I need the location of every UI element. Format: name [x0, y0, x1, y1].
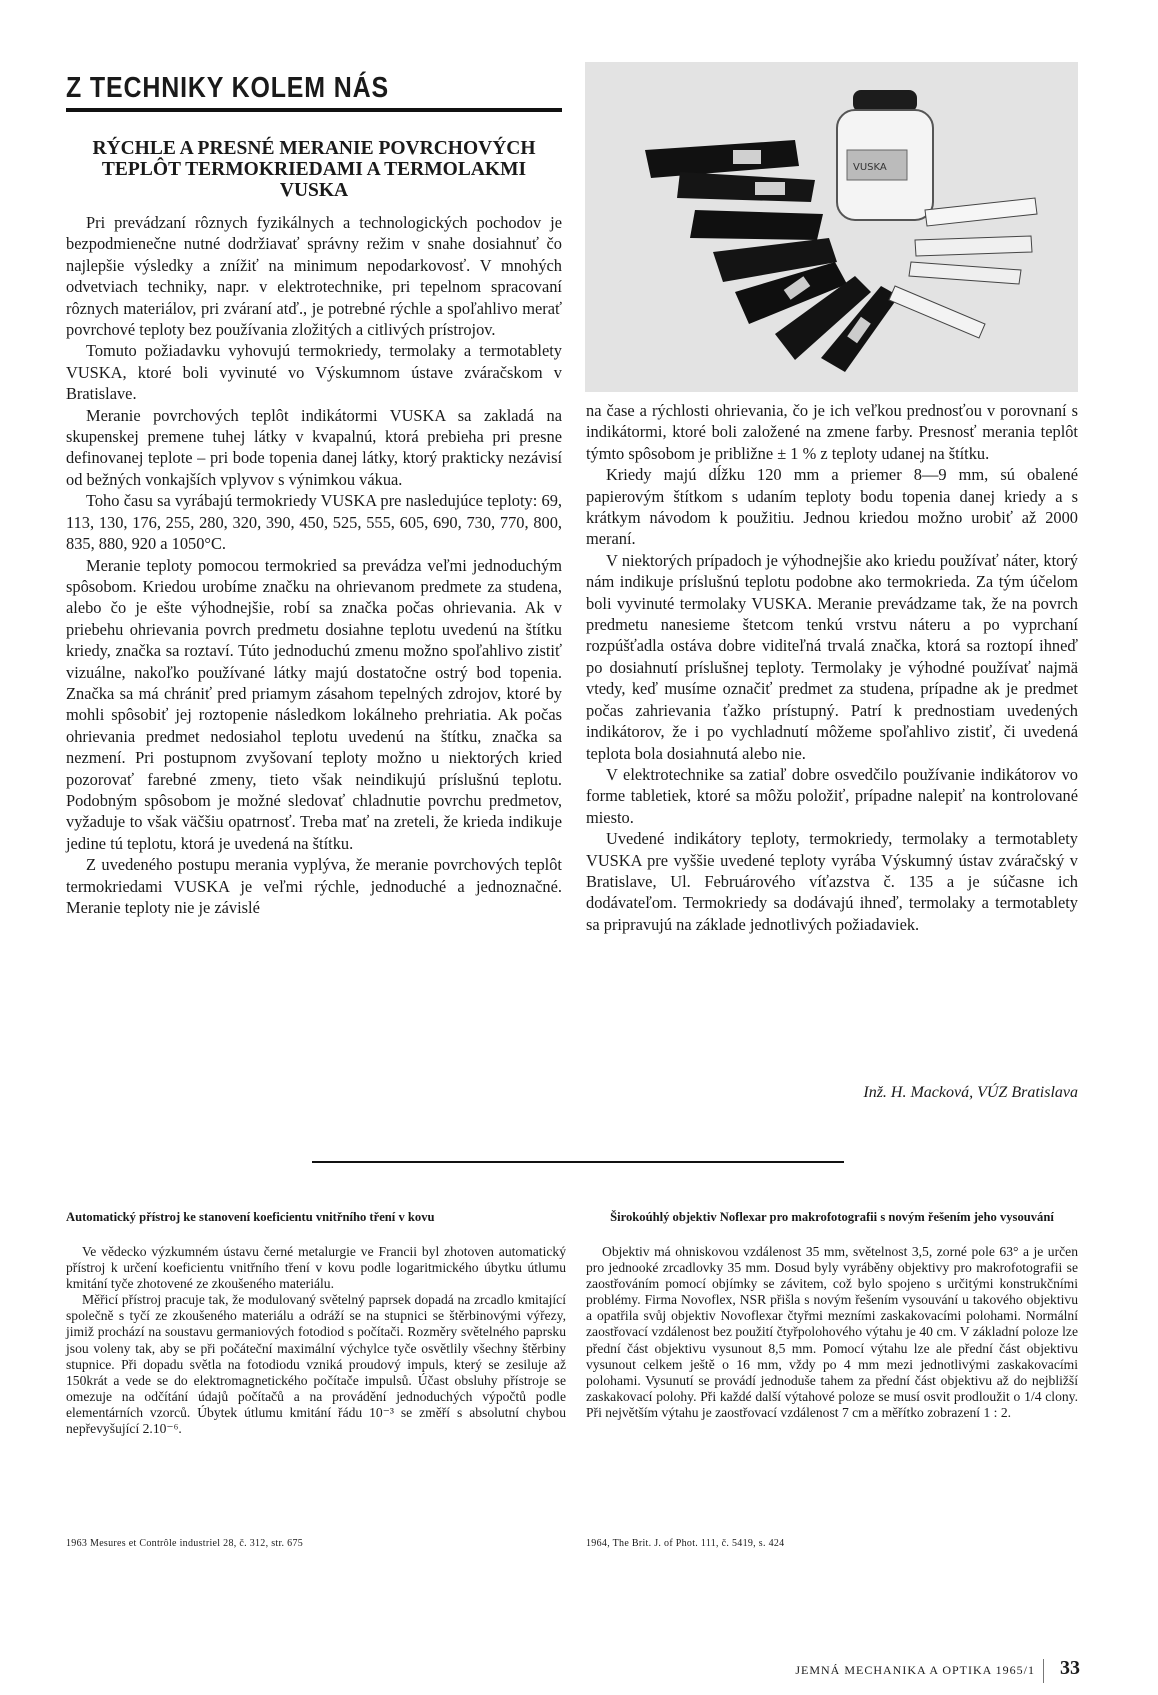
- journal-name: JEMNÁ MECHANIKA A OPTIKA 1965/1: [795, 1663, 1035, 1677]
- lacquer-bottle-icon: [837, 90, 933, 220]
- section-divider: [312, 1161, 844, 1163]
- svg-text:VUSKA: VUSKA: [853, 162, 887, 173]
- footer-separator: [1043, 1659, 1044, 1683]
- paragraph: Meranie teploty pomocou termokried sa prevádza veľmi jednoduchým spôsobom. Kriedou urobíme značku na ohrievanom predmete za studena, alebo čo je ešte výhodnejšie, robí sa značka počas ohrievania. Ak v priebehu ohrievania povrch predmetu dosiahne teplotu uvedenú na štítku kriedy, značka sa roztaví. Túto jednoduchú zmenu možno spoľahlivo zistiť vizuálne, nakoľko používané látky majú dostatočne ostrý bod topenia. Značka sa má chrániť pred priamym zásahom tepelných zdrojov, ktoré by mohli spôsobiť jej roztopenie následkom lokálneho prehriatia. Ak počas ohrievania predmet nedosiahol teplotu uvedenú na štítku, značka sa nezmení. Pri postupnom zvyšovaní teploty možno u niektorých kried pozorovať farebné zmeny, tieto však neindikujú príslušnú teplotu. Podobným spôsobom je možné sledovať chladnutie povrchu predmetov, vyžaduje to však väčšiu opatrnosť. Treba mať na zreteli, že krieda indikuje jedine tú teplotu, ktorá je uvedená na štítku.: [66, 555, 562, 853]
- note-right-title: Širokoúhlý objektiv Noflexar pro makrofotografii s novým řešením jeho vysouvání: [610, 1210, 1054, 1224]
- product-photo: [585, 62, 1078, 392]
- section-title: Z TECHNIKY KOLEM NÁS: [66, 72, 389, 104]
- paragraph: V niektorých prípadoch je výhodnejšie ako kriedu používať náter, ktorý nám indikuje príslušnú teplotu podobne ako termokrieda. Za tým účelom boli vyvinuté termolaky VUSKA. Meranie prevádzame tak, že na povrch predmetu nanesieme štetcom tenkú vrstvu náteru a po vyprchaní rozpúšťadla ostáva dobre viditeľná trvalá značka, ktorá sa roztopí ihneď po dosiahnutí príslušnej teploty. Termolaky je výhodné používať najmä vtedy, keď musíme označiť predmet za studena, prípadne ak je predmet počas zahrievania ťažko prístupný. Patrí k prednostiam uvedených indikátorov, že i po vychladnutí môžeme spoľahlivo zistiť, či uvedená teplota bola dosiahnutá alebo nie.: [586, 550, 1078, 763]
- paragraph: Měřicí přístroj pracuje tak, že modulovaný světelný paprsek dopadá na zrcadlo kmitající společně s tyčí ze zkoušeného materiálu a odráží se na stupnici se štěrbinovými výřezy, jimiž prochází na soustavu germaniových fotodiod s počítači. Rozměry světelného paprsku jsou voleny tak, aby se při počáteční maximální výchylce tyče osvětlily všechny štěrbiny stupnice. Při dopadu světla na fotodiodu vzniká proudový impuls, který se zesiluje až 150krát a vede se do elektromagnetického počítače impulsů. Účast obsluhy přístroje se omezuje na odčítání údajů počítačů a na provádění jednoduchých výpočtů podle elementárních vzorců. Úbytek útlumu kmitání řádu 10⁻³ se změří s absolutní chybou nepřevyšující 2.10⁻⁶.: [66, 1292, 566, 1437]
- paragraph: V elektrotechnike sa zatiaľ dobre osvedčilo používanie indikátorov vo forme tabletiek, ktoré sa môžu položiť, prípadne nalepiť na kontrolované miesto.: [586, 764, 1078, 827]
- section-rule: [66, 108, 562, 112]
- article-author: Inž. H. Macková, VÚZ Bratislava: [863, 1084, 1078, 1101]
- paragraph: Toho času sa vyrábajú termokriedy VUSKA pre nasledujúce teploty: 69, 113, 130, 176, 255, 280, 320, 390, 450, 525, 555, 605, 690, 730, 770, 800, 835, 880, 920 a 1050°C.: [66, 491, 562, 554]
- note-left-title: Automatický přístroj ke stanovení koeficientu vnitřního tření v kovu: [66, 1210, 435, 1224]
- article-title: RÝCHLE A PRESNÉ MERANIE POVRCHOVÝCH TEPLÔT TERMOKRIEDAMI A TERMOLAKMI VUSKA: [92, 138, 536, 201]
- paragraph: Ve vědecko výzkumném ústavu černé metalurgie ve Francii byl zhotoven automatický přístroj k určení koeficientu vnitřního tření v kovu podle logaritmického úbytku útlumu kmitání tyče zhotovené ze zkoušeného materiálu.: [66, 1244, 566, 1292]
- article-right-column: [586, 400, 1078, 935]
- article-left-column: [66, 212, 562, 918]
- note-right-body: [586, 1244, 1078, 1421]
- paragraph: Meranie povrchových teplôt indikátormi VUSKA sa zakladá na skupenskej premene tuhej látky v kvapalnú, ktorá prebieha pri presne definovanej teplote – pri bode topenia danej látky, ktorý prakticky nezávisí od bežných vonkajších vplyvov s výnimkou vákua.: [66, 405, 562, 489]
- paragraph: Tomuto požiadavku vyhovujú termokriedy, termolaky a termotablety VUSKA, ktoré boli vyvinuté vo Výskumnom ústave zváračskom v Bratislave.: [66, 341, 562, 404]
- paragraph: Uvedené indikátory teploty, termokriedy, termolaky a termotablety VUSKA pre vyššie uvedené teploty vyrába Výskumný ústav zváračský v Bratislave, Ul. Februárového víťazstva č. 135 a je súčasne ich dodávateľom. Termokriedy sa dodávajú ihneď, termolaky a termotablety sa pripravujú na základe jednotlivých požiadaviek.: [586, 829, 1078, 934]
- paragraph: Z uvedeného postupu merania vyplýva, že meranie povrchových teplôt termokriedami VUSKA je veľmi rýchle, jednoduché a jednoznačné. Meranie teploty nie je závislé: [66, 855, 562, 917]
- paragraph: Objektiv má ohniskovou vzdálenost 35 mm, světelnost 3,5, zorné pole 63° a je určen pro jednooké zrcadlovky 35 mm. Dosud byly vyráběny objektivy pro makrofotografii se zaostřováním pomocí objímky se závitem, což bylo spojeno s určitými konstrukčními problémy. Firma Novoflex, NSR přišla s novým řešením vysouvání u takového objektivu a opatřila svůj objektiv Novoflexar čtyřmi mezními zaskakovacími polohami. Normální zaostřovací vzdálenost bez použití čtyřpolohového výtahu je 40 cm. V základní poloze lze přední část objektivu vysunout 8,5 mm. Pomocí výtahu lze ale přední část objektivu vysunout celkem ještě o 16 mm, vždy po 4 mm mezi jednotlivými zaskakovacími polohami. Vysunutí se provádí jednoduše tahem za přední část objektivu až do nejbližší zaskakovací polohy. Při každé další výtahové poloze se musí osvit prodloužit o 1/4 clony. Při největším výtahu je zaostřovací vzdálenost 7 cm a měřítko zobrazení 1 : 2.: [586, 1244, 1078, 1420]
- paragraph: na čase a rýchlosti ohrievania, čo je ich veľkou prednosťou v porovnaní s indikátormi, ktoré boli založené na zmene farby. Presnosť merania teplôt týmto spôsobom je približne ± 1 % z teploty udanej na štítku.: [586, 401, 1078, 463]
- note-left-reference: 1963 Mesures et Contrôle industriel 28, č. 312, str. 675: [66, 1538, 304, 1549]
- note-right-reference: 1964, The Brit. J. of Phot. 111, č. 5419, s. 424: [586, 1538, 785, 1549]
- paragraph: Kriedy majú dĺžku 120 mm a priemer 8—9 mm, sú obalené papierovým štítkom s udaním teploty bodu topenia danej kriedy a s krátkym návodom k použitiu. Jednou kriedou možno urobiť až 2000 meraní.: [586, 465, 1078, 549]
- page-number: 33: [1060, 1657, 1080, 1679]
- note-left-body: [66, 1244, 566, 1437]
- paragraph: Pri prevádzaní rôznych fyzikálnych a technologických pochodov je bezpodmienečne nutné dodržiavať správny režim v snahe dosiahnuť čo najlepšie výsledky a znížiť na minimum nepodarkovosť. V mnohých odvetviach techniky, napr. v elektrotechnike, pri tepelnom spracovaní rôznych materiálov, pri zváraní atď., je potrebné rýchle a spoľahlivo merať povrchové teploty bez používania zložitých a citlivých prístrojov.: [66, 213, 562, 340]
- termokriedy-photo-illustration: [585, 62, 1078, 392]
- page-footer: [795, 1657, 1080, 1683]
